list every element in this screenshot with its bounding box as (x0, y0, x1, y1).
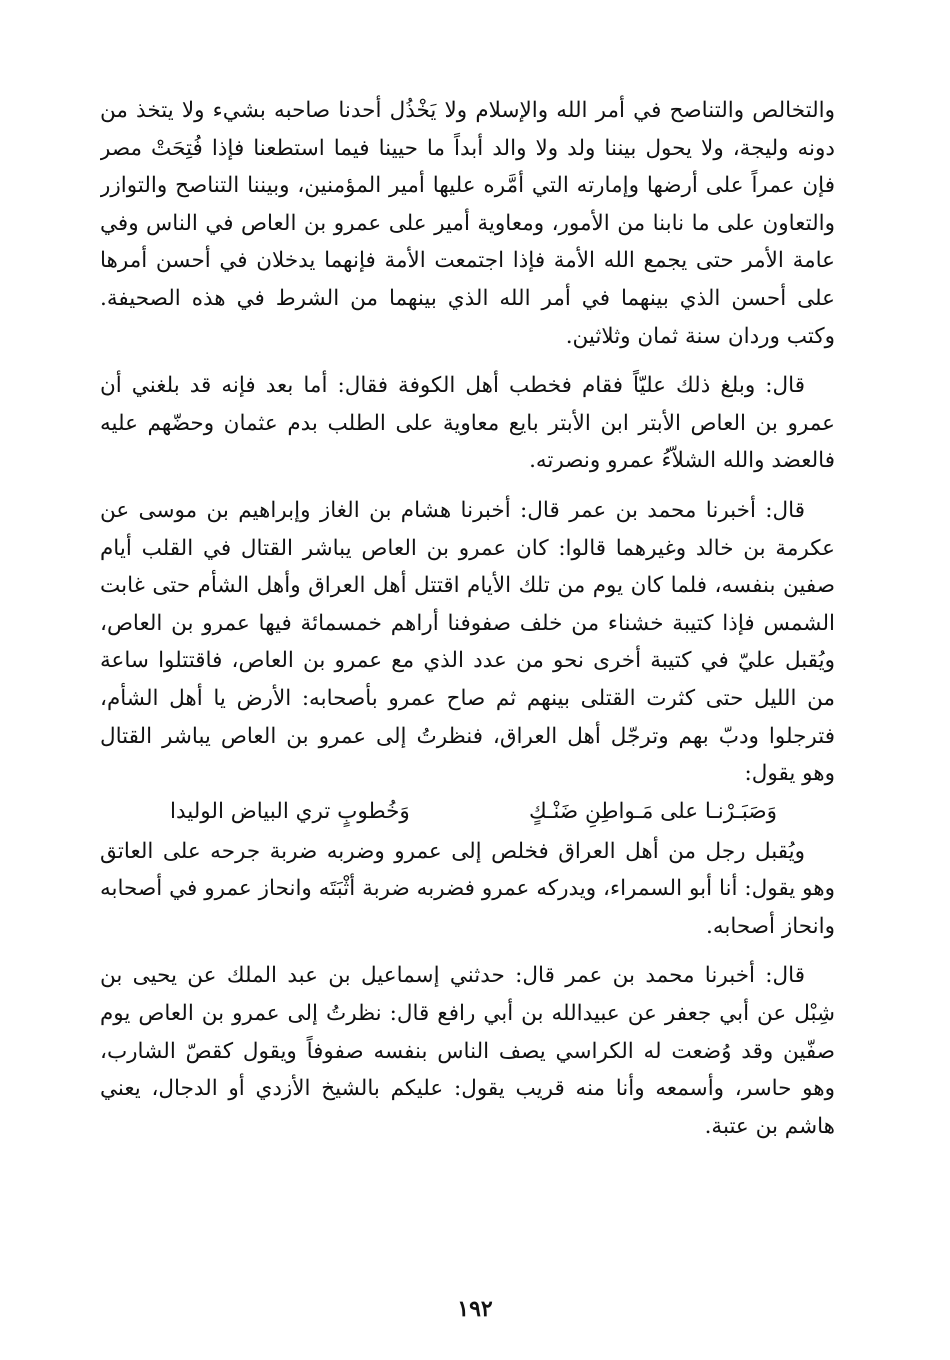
page-number: ١٩٢ (457, 1296, 493, 1322)
page-body (100, 92, 835, 1292)
verse-second-hemistich: وَخُطوبٍ تري البياض الوليدا (170, 798, 410, 824)
paragraph-treaty: والتخالص والتناصح في أمر الله والإسلام ولا يَخْذُل أحدنا صاحبه بشيء ولا يتخذ من دونه وليجة، ولا يحول بيننا ولد ولا والد أبداً ما حيينا فيما استطعنا فإذا فُتِحَتْ مصر فإن عمراً على أرضها وإمارته التي أمَّره عليها أمير المؤمنين، وبيننا التناصح والتوازر والتعاون على ما نابنا من الأمور، ومعاوية أمير على عمرو بن العاص في الناس وفي عامة الأمر حتى يجمع الله الأمة فإذا اجتمعت الأمة فإنهما يدخلان في أحسن أمرها على أحسن الذي بينهما في أمر الله الذي بينهما من الشرط في هذه الصحيفة. وكتب وردان سنة ثمان وثلاثين. (100, 98, 835, 349)
paragraph-ali-speech: قال: وبلغ ذلك عليّاً فقام فخطب أهل الكوفة فقال: أما بعد فإنه قد بلغني أن عمرو بن العاص الأبتر ابن الأبتر بايع معاوية على الطلب بدم عثمان وحضّهم عليه فالعضد والله الشلاّءُ عمرو ونصرته. (100, 373, 835, 474)
poem-verse (170, 793, 777, 831)
paragraph-abu-samra: ويُقبل رجل من أهل العراق فخلص إلى عمرو وضربه ضربة جرحه على العاتق وهو يقول: أنا أبو السمراء، ويدركه عمرو فضربه ضربة أثْبَتَه وانحاز عمرو في أصحابه وانحاز أصحابه. (100, 838, 835, 939)
paragraph-siffin-battle: قال: أخبرنا محمد بن عمر قال: أخبرنا هشام بن الغاز وإبراهيم بن موسى عن عكرمة بن خالد وغيرهما قالوا: كان عمرو بن العاص يباشر القتال في القلب أيام صفين بنفسه، فلما كان يوم من تلك الأيام اقتتل أهل العراق وأهل الشأم حتى غابت الشمس فإذا كتيبة خشناء من خلف صفوفنا أراهم خمسمائة فيها عمرو بن العاص، ويُقبل عليّ في كتيبة أخرى نحو من عدد الذي مع عمرو بن العاص، فاقتتلوا ساعة من الليل حتى كثرت القتلى بينهم ثم صاح عمرو بأصحابه: الأرض يا أهل الشأم، فترجلوا ودبّ بهم وترجّل أهل العراق، فنظرتُ إلى عمرو بن العاص يباشر القتال وهو يقول: (100, 497, 835, 787)
verse-first-hemistich: وَصَبَـرْنـا على مَـواطِنِ ضَنْـكٍ (528, 798, 777, 824)
paragraph-hashim: قال: أخبرنا محمد بن عمر قال: حدثني إسماعيل بن عبد الملك عن يحيى بن شِبْل عن أبي جعفر عن عبيدالله بن أبي رافع قال: نظرتُ إلى عمرو بن العاص يوم صفّين وقد وُضعت له الكراسي يصف الناس بنفسه صفوفاً ويقول كقصّ الشارب، وهو حاسر، وأسمعه وأنا منه قريب يقول: عليكم بالشيخ الأزدي أو الدجال، يعني هاشم بن عتبة. (100, 963, 835, 1139)
